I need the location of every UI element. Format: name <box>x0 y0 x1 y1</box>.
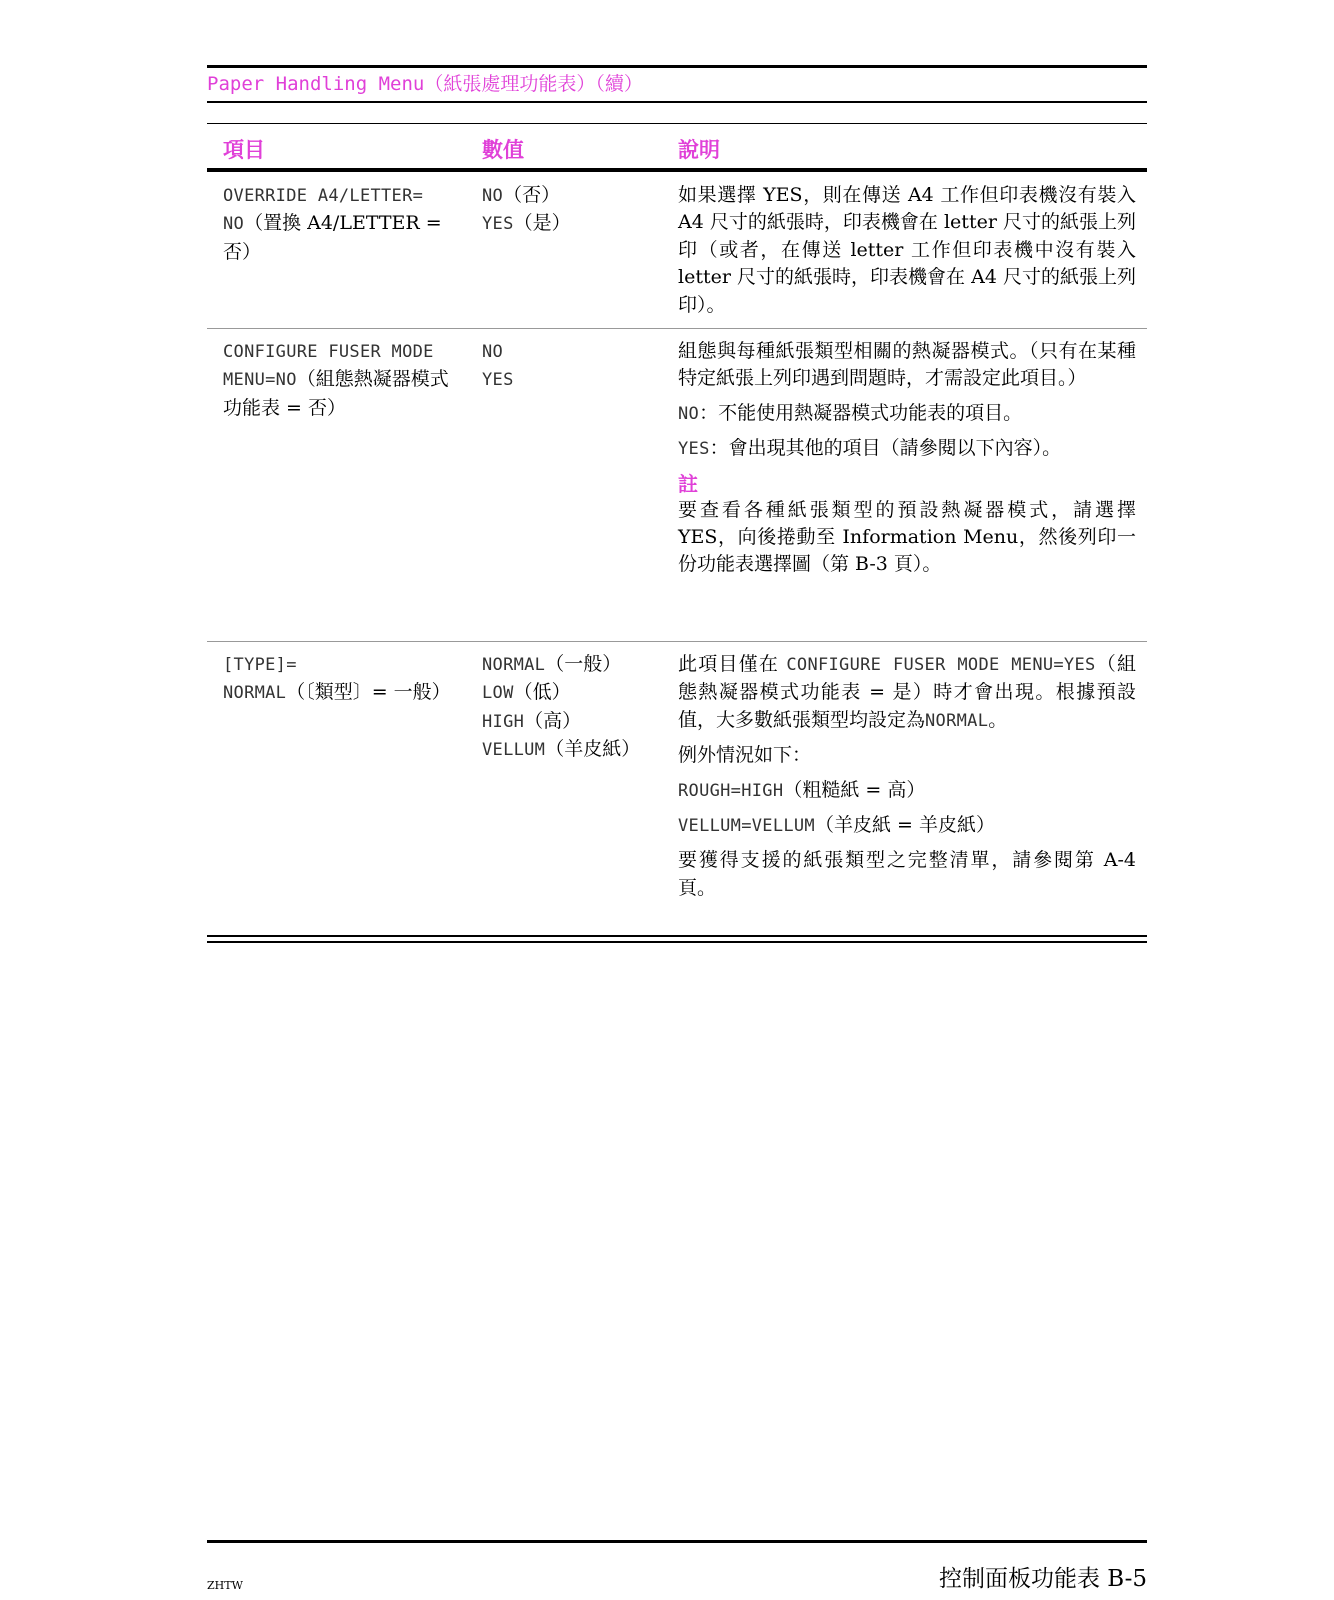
footer-language-code: ZHTW <box>207 1579 243 1592</box>
row2-item-text: （組態熱凝器模式功能表 = 否） <box>223 368 449 419</box>
row3-value-code: LOW <box>482 683 514 704</box>
row3-value-text: （低） <box>513 681 571 704</box>
row3-desc-rest: （組態熱凝器模式功能表 = 是）時才會出現。根據預設值，大多數紙張類型均設定為 <box>678 653 1136 731</box>
table-end-rule <box>207 941 1147 943</box>
closing-para: 要獲得支援的紙張類型之完整清單，請參閱第 A-4 頁。 <box>678 849 1136 899</box>
row2-yes-code: YES <box>678 439 710 460</box>
exception-2 <box>678 812 1136 840</box>
footer-page-label: 控制面板功能表 B-5 <box>938 1566 1147 1592</box>
row1-value-code: NO <box>482 186 504 206</box>
row1-value-text: （否） <box>503 184 561 206</box>
row2-no-para <box>678 400 1136 428</box>
note-text: 要查看各種紙張類型的預設熱凝器模式，請選擇 YES，向後捲動至 Information Menu，然後列印一份功能表選擇圖（第 B-3 頁）。 <box>678 498 1136 576</box>
row2-value-code: YES <box>482 370 514 391</box>
row2-item-code: CONFIGURE FUSER MODE <box>223 342 434 362</box>
row3-item-code: [TYPE]= <box>223 655 297 675</box>
row2-no-code: NO <box>678 403 700 424</box>
row1-item-code2: NO <box>223 214 245 235</box>
exception-1 <box>678 777 1136 805</box>
table-end-rule <box>207 935 1147 937</box>
header-bottom-rule <box>207 168 1147 172</box>
row2-yes-text: ：會出現其他的項目（請參閱以下內容）。 <box>709 437 1062 460</box>
row1-item <box>223 182 458 266</box>
row3-desc-code2: NORMAL <box>925 710 989 731</box>
row3-value-text: （羊皮紙） <box>545 738 641 761</box>
note-label: 註 <box>678 471 698 496</box>
title-underline <box>207 101 1147 103</box>
row1-item-text: （置換 A4/LETTER = 否） <box>223 212 442 263</box>
row1-values <box>482 182 652 239</box>
row2-values <box>482 338 652 395</box>
row3-desc-intro: 此項目僅在 <box>678 653 780 675</box>
page-title: Paper Handling Menu（紙張處理功能表）（續） <box>207 73 643 95</box>
exceptions-label: 例外情況如下： <box>678 744 812 767</box>
row3-value-text: （高） <box>524 709 582 732</box>
row3-value-code: VELLUM <box>482 740 546 761</box>
row3-item-text: （〔類型〕= 一般） <box>286 681 451 704</box>
row2-value-code: NO <box>482 342 504 362</box>
row3-description <box>678 651 1136 909</box>
column-header-item: 項目 <box>223 138 265 162</box>
row2-item-code2: MENU=NO <box>223 370 297 391</box>
row3-desc-para <box>678 651 1136 735</box>
row1-value-text: （是） <box>513 212 571 235</box>
row1-item-code: OVERRIDE A4/LETTER= <box>223 186 424 206</box>
table-top-rule <box>207 123 1147 124</box>
row3-value-text: （一般） <box>545 653 622 675</box>
exception-1-text: （粗糙紙 = 高） <box>783 778 926 801</box>
row2-item <box>223 338 458 422</box>
exception-2-code: VELLUM=VELLUM <box>678 816 815 837</box>
row2-description <box>678 338 1136 586</box>
exception-2-text: （羊皮紙 = 羊皮紙） <box>814 814 995 837</box>
footer-rule <box>207 1540 1147 1543</box>
row-divider <box>207 641 1147 642</box>
row2-no-text: ：不能使用熱凝器模式功能表的項目。 <box>699 401 1023 424</box>
row1-value-code: YES <box>482 214 514 235</box>
row3-value-code: HIGH <box>482 711 525 732</box>
top-rule <box>207 65 1147 68</box>
row3-desc-code: CONFIGURE FUSER MODE MENU=YES <box>786 655 1096 675</box>
row3-desc-end: 。 <box>988 708 1008 731</box>
row-divider <box>207 328 1147 329</box>
row3-item <box>223 651 458 708</box>
row3-item-code2: NORMAL <box>223 683 287 704</box>
row2-desc-para: 組態與每種紙張類型相關的熱凝器模式。（只有在某種特定紙張上列印遇到問題時，才需設定此項目。） <box>678 340 1136 390</box>
row3-value-code: NORMAL <box>482 655 546 675</box>
row1-description: 如果選擇 YES，則在傳送 A4 工作但印表機沒有裝入 A4 尺寸的紙張時，印表機會在 letter 尺寸的紙張上列印（或者，在傳送 letter 工作但印表機中沒有裝入 letter 尺寸的紙張時，印表機會在 A4 尺寸的紙張上列印）。 <box>678 184 1136 316</box>
row3-values <box>482 651 652 765</box>
column-header-description: 說明 <box>678 138 720 162</box>
row2-yes-para <box>678 435 1136 463</box>
exception-1-code: ROUGH=HIGH <box>678 780 784 801</box>
column-header-values: 數值 <box>482 138 524 162</box>
